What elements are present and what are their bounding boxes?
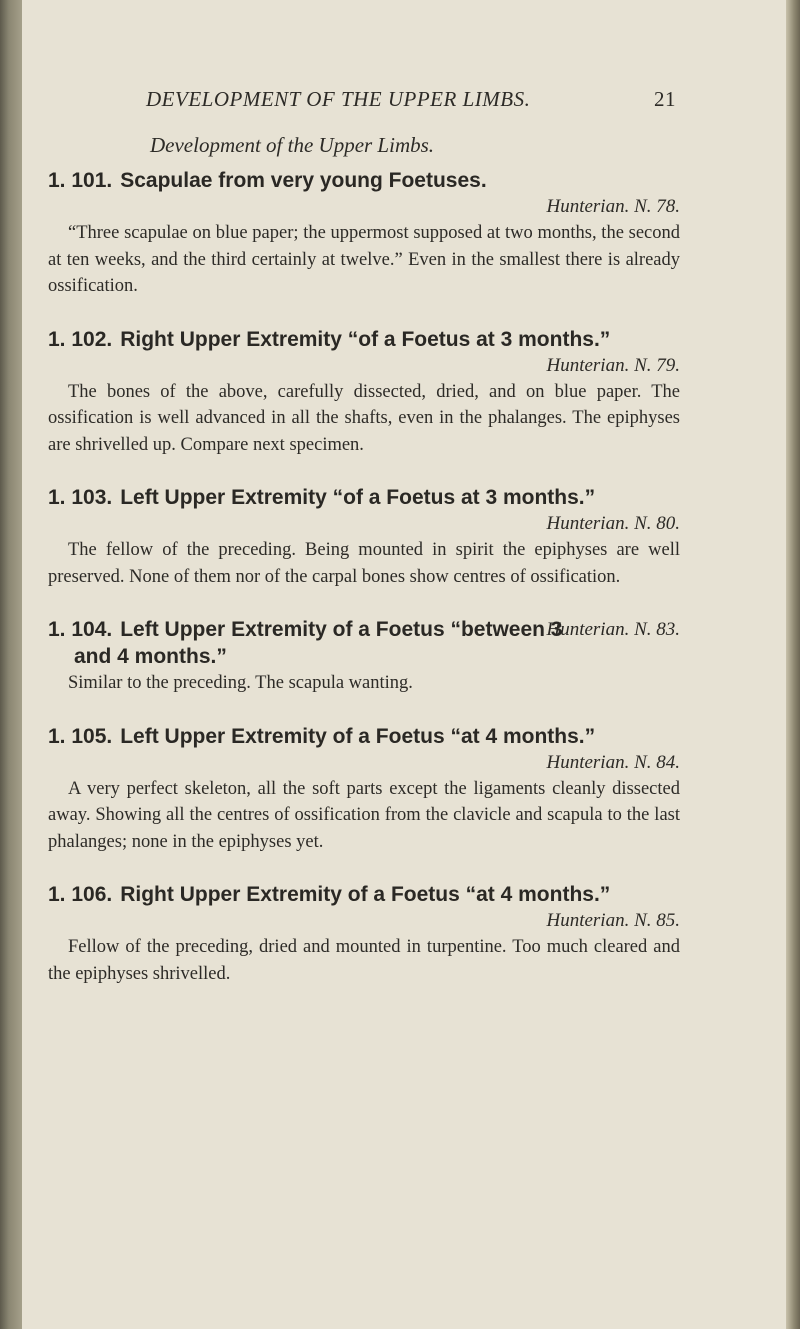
book-page: [22, 0, 786, 1329]
entry-number: 1. 103.: [48, 486, 113, 509]
entry-number: 1. 106.: [48, 883, 113, 906]
entry-title: Right Upper Extremity of a Foetus “at 4 months.”: [120, 883, 611, 906]
entry-heading: [48, 326, 680, 353]
entry-title: Right Upper Extremity “of a Foetus at 3 months.”: [120, 327, 611, 351]
entry-source: Hunterian. N. 84.: [546, 751, 680, 773]
entry-source: Hunterian. N. 80.: [546, 513, 680, 534]
catalogue-entry: [48, 616, 680, 697]
catalogue-entry: [48, 484, 680, 590]
entry-number: 1. 102.: [48, 327, 113, 351]
book-binding-right: [786, 0, 800, 1329]
entry-description: The fellow of the preceding. Being mounted in spirit the epiphyses are well preserved. None of them nor of the carpal bones show centres of ossification.: [48, 540, 680, 587]
entry-title: Left Upper Extremity “of a Foetus at 3 months.”: [120, 486, 596, 509]
book-binding-left: [0, 0, 22, 1329]
entry-title: Scapulae from very young Foetuses.: [120, 169, 487, 192]
entry-number: 1. 105.: [48, 724, 113, 748]
entry-number: 1. 101.: [48, 169, 113, 192]
entry-title: Left Upper Extremity of a Foetus “between 3 and 4 months.”: [74, 618, 563, 668]
entry-source: Hunterian. N. 78.: [546, 196, 680, 217]
entry-description: A very perfect skeleton, all the soft parts except the ligaments cleanly dissected away. Showing all the centres of ossification from the clavicle and scapula to the last phalanges; none in the epiphyses yet.: [48, 778, 680, 852]
entry-description: The bones of the above, carefully dissected, dried, and on blue paper. The ossification is well advanced in all the shafts, even in the phalanges. The epiphyses are shrivelled up. Compare next specimen.: [48, 381, 680, 455]
entry-source: Hunterian. N. 83.: [546, 619, 680, 640]
entry-number: 1. 104.: [48, 618, 113, 641]
catalogue-entry: [48, 326, 680, 459]
catalogue-entry: [48, 167, 680, 300]
catalogue-entries: [48, 167, 680, 1013]
entry-heading: [48, 881, 680, 908]
section-title: Development of the Upper Limbs.: [150, 133, 435, 157]
entry-title: Left Upper Extremity of a Foetus “at 4 months.”: [120, 724, 596, 748]
entry-description: “Three scapulae on blue paper; the uppermost supposed at two months, the second at ten weeks, and the third certainly at twelve.” Even in the smallest there is already ossification.: [48, 223, 680, 296]
entry-heading: [48, 723, 680, 750]
entry-description: Fellow of the preceding, dried and mounted in turpentine. Too much cleared and the epiphyses shrivelled.: [48, 937, 680, 984]
entry-source: Hunterian. N. 79.: [546, 354, 680, 376]
running-head-title: DEVELOPMENT OF THE UPPER LIMBS.: [146, 87, 531, 111]
entry-source: Hunterian. N. 85.: [546, 910, 680, 931]
entry-heading: [48, 167, 680, 194]
entry-heading: [48, 484, 680, 511]
entry-description: Similar to the preceding. The scapula wanting.: [68, 673, 413, 693]
page-number: 21: [654, 87, 676, 111]
entry-heading: [48, 616, 680, 670]
catalogue-entry: [48, 723, 680, 856]
catalogue-entry: [48, 881, 680, 987]
